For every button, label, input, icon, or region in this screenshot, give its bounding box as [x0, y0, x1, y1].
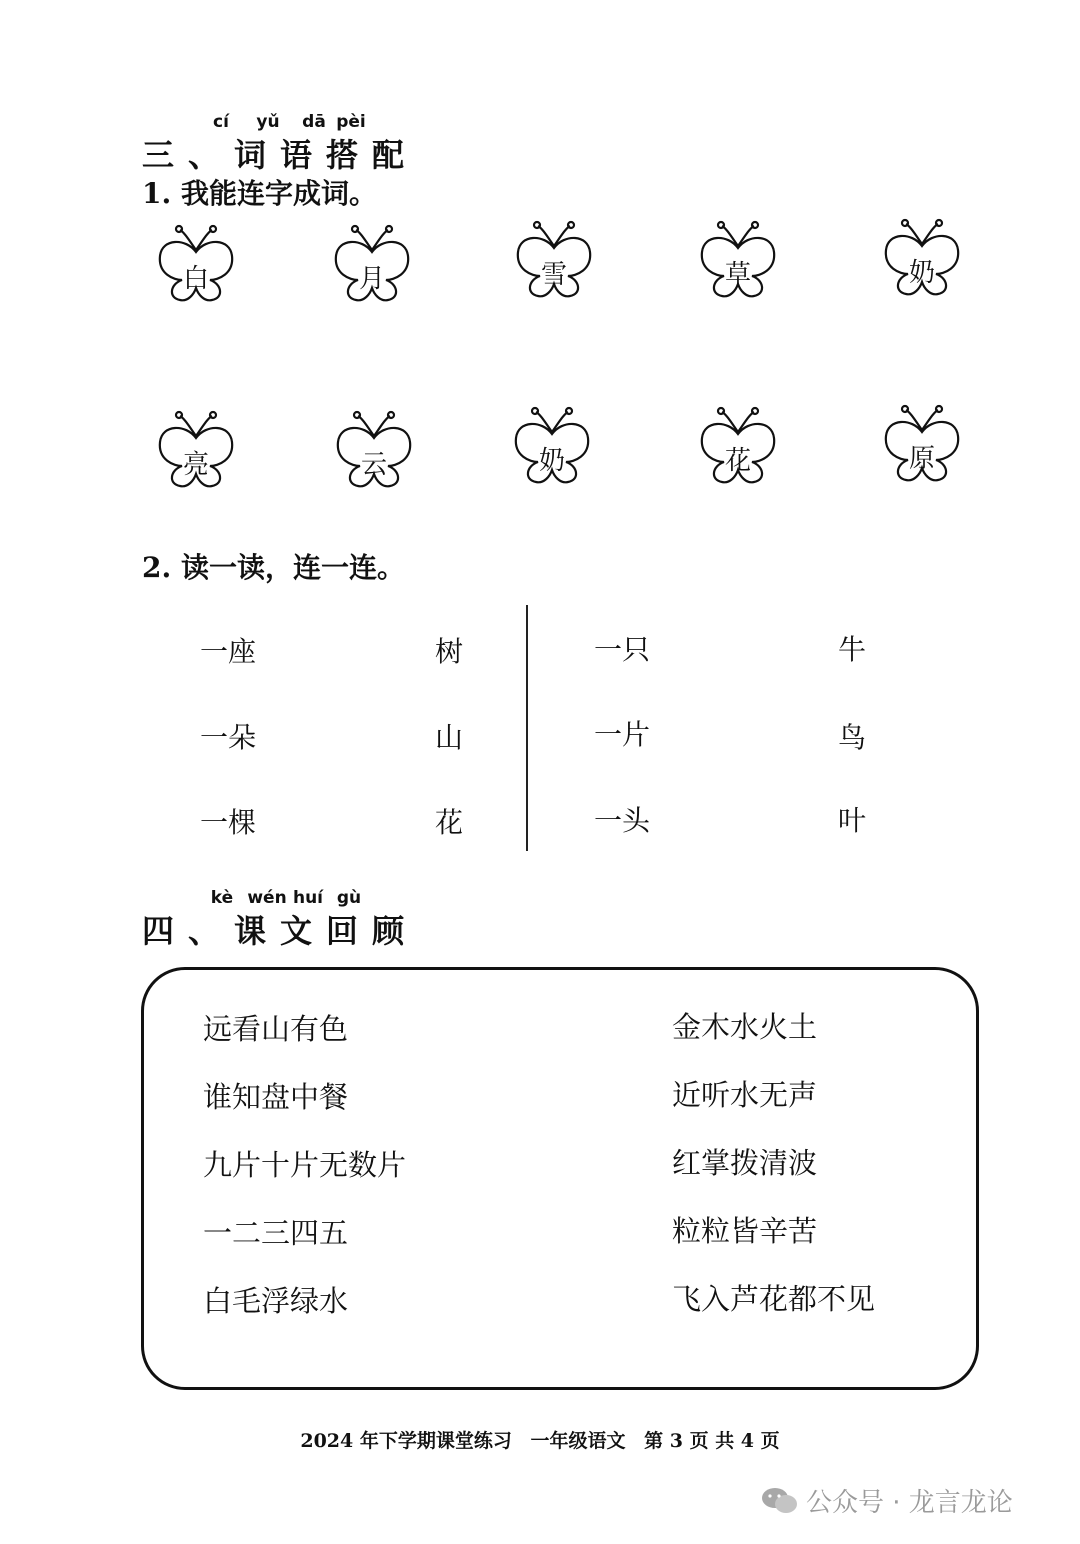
page-footer	[0, 1426, 1080, 1453]
poem-line-right[interactable]: 飞入芦花都不见	[672, 1282, 876, 1316]
butterfly-char: 草	[724, 260, 751, 290]
measure-word[interactable]: 一朵	[200, 721, 257, 754]
pinyin-wen: wén	[247, 888, 287, 908]
pinyin-yu: yǔ	[256, 112, 280, 132]
pinyin-pei: pèi	[336, 112, 366, 132]
question-2: 2. 读一读，连一连。	[142, 551, 405, 584]
noun-word[interactable]: 叶	[838, 804, 867, 837]
butterfly-char: 月	[358, 264, 385, 294]
measure-word[interactable]: 一片	[594, 718, 651, 751]
poem-line-left[interactable]: 一二三四五	[203, 1216, 349, 1250]
poem-line-left[interactable]: 九片十片无数片	[203, 1148, 407, 1182]
noun-word[interactable]: 鸟	[838, 721, 867, 754]
butterfly[interactable]	[334, 408, 414, 492]
poem-line-right[interactable]: 红掌拨清波	[672, 1146, 818, 1180]
poem-line-left[interactable]: 远看山有色	[203, 1012, 349, 1046]
footer-page-number: 第 3 页 共 4 页	[644, 1430, 780, 1452]
question-1: 1. 我能连字成词。	[142, 177, 377, 210]
butterfly-char: 亮	[182, 450, 209, 480]
butterfly[interactable]	[156, 222, 236, 306]
butterfly[interactable]	[514, 218, 594, 302]
butterfly[interactable]	[512, 404, 592, 488]
poem-line-right[interactable]: 粒粒皆辛苦	[672, 1214, 818, 1248]
noun-word[interactable]: 树	[435, 635, 464, 668]
butterfly[interactable]	[882, 216, 962, 300]
pinyin-ci: cí	[213, 112, 229, 132]
butterfly-char: 花	[724, 446, 751, 476]
watermark-text: 公众号 · 龙言龙论	[806, 1488, 1013, 1518]
section3-title: 三、词语搭配	[142, 136, 419, 174]
butterfly[interactable]	[698, 404, 778, 488]
butterfly-char: 雪	[540, 260, 567, 290]
poem-line-left[interactable]: 谁知盘中餐	[203, 1080, 349, 1114]
column-divider	[526, 605, 528, 851]
wechat-icon	[760, 1486, 800, 1516]
butterfly-char: 白	[182, 264, 209, 294]
butterfly[interactable]	[882, 402, 962, 486]
pinyin-hui: huí	[292, 888, 324, 908]
pinyin-ke: kè	[210, 888, 234, 908]
poem-line-right[interactable]: 近听水无声	[672, 1078, 818, 1112]
measure-word[interactable]: 一头	[594, 804, 651, 837]
butterfly-char: 原	[908, 444, 935, 474]
butterfly[interactable]	[332, 222, 412, 306]
measure-word[interactable]: 一只	[594, 633, 651, 666]
pinyin-da: dā	[302, 112, 326, 132]
butterfly-char: 奶	[538, 446, 565, 476]
butterfly[interactable]	[698, 218, 778, 302]
poem-line-left[interactable]: 白毛浮绿水	[203, 1284, 349, 1318]
butterfly-char: 云	[360, 450, 387, 480]
measure-word[interactable]: 一棵	[200, 806, 257, 839]
footer-term: 2024 年下学期课堂练习	[300, 1430, 512, 1452]
noun-word[interactable]: 山	[435, 721, 464, 754]
footer-subject: 一年级语文	[530, 1430, 626, 1452]
measure-word[interactable]: 一座	[200, 635, 257, 668]
poem-line-right[interactable]: 金木水火土	[672, 1010, 818, 1044]
section4-title: 四、课文回顾	[142, 912, 419, 950]
pinyin-gu: gù	[336, 888, 362, 908]
noun-word[interactable]: 花	[435, 806, 464, 839]
butterfly[interactable]	[156, 408, 236, 492]
butterfly-char: 奶	[908, 258, 935, 288]
noun-word[interactable]: 牛	[838, 633, 867, 666]
